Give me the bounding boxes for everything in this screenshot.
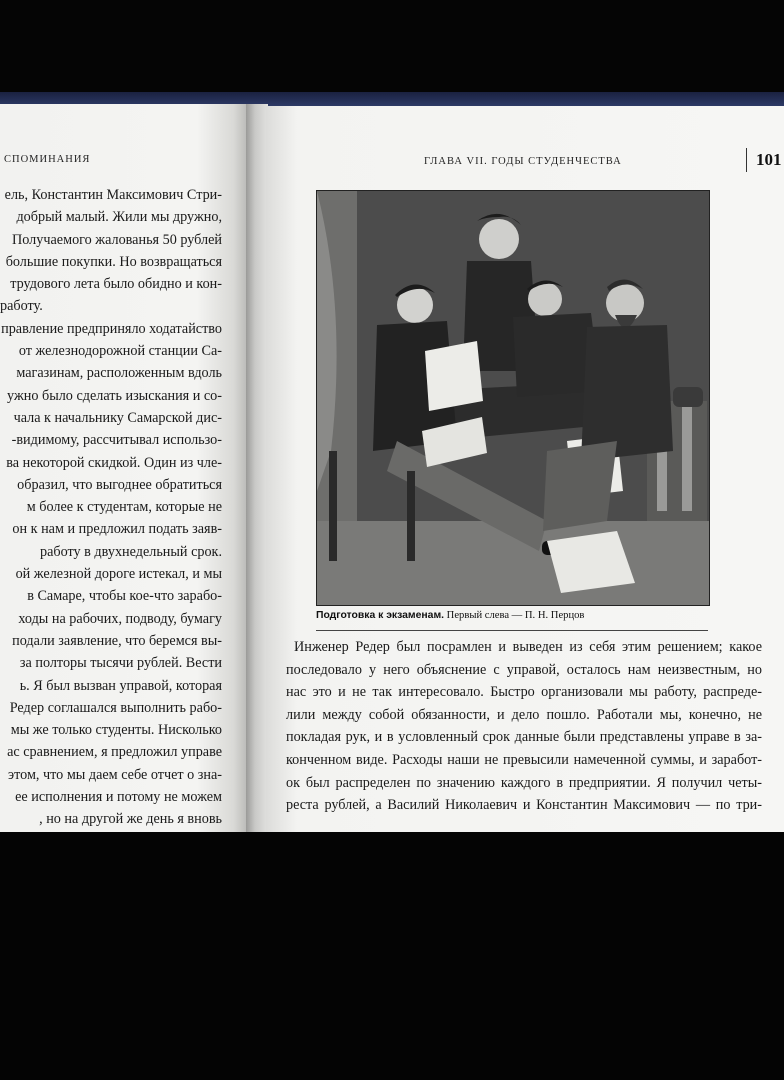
- page-number-divider: [746, 148, 747, 172]
- right-running-head: ГЛАВА VII. ГОДЫ СТУДЕНЧЕСТВА: [424, 156, 622, 167]
- left-text-line: ас сравнением, я предложил управе: [7, 744, 222, 761]
- left-text-line: большие покупки. Но возвращаться: [5, 253, 222, 270]
- left-text-line: добрый малый. Жили мы дружно,: [16, 209, 222, 226]
- left-text-line: ель, Константин Максимович Стри-: [4, 187, 222, 203]
- left-text-line: Получаемого жалованья 50 рублей: [12, 231, 222, 248]
- left-text-line: мы же только студенты. Нисколько: [10, 722, 222, 739]
- left-page-body: [0, 184, 222, 898]
- right-text-line: конченном виде. Расходы наши не превысили намеченной суммы, и заработ-: [286, 751, 762, 768]
- left-text-line: подали заявление, что беремся вы-: [12, 632, 222, 649]
- right-text-line: нас это и не так интересовало. Быстро организовали мы работу, распреде-: [286, 684, 762, 701]
- right-page-body: [286, 636, 762, 817]
- left-text-line: ой железной дороге истекал, и мы: [15, 566, 222, 583]
- left-text-line: он к нам и предложил подать заяв-: [12, 521, 222, 538]
- left-text-line: ва некоторой скидкой. Один из чле-: [6, 454, 222, 471]
- left-text-line: в Самаре, чтобы кое-что зарабо-: [27, 588, 222, 605]
- left-text-line: от железнодорожной станции Са-: [18, 343, 222, 360]
- right-text-line: покладая рук, и в условленный срок данные были представлены управе в за-: [286, 729, 762, 746]
- left-text-line: работу.: [0, 298, 43, 315]
- page-number: 101: [756, 150, 782, 169]
- left-text-line: правление предприняло ходатайство: [1, 320, 222, 337]
- right-text-line: последовало у него объяснение с управой, осталось нам неизвестным, но: [286, 661, 762, 678]
- left-text-line: трудового лета было обидно и кон-: [10, 276, 222, 293]
- historical-photograph: [316, 190, 710, 606]
- photo-caption: [316, 610, 708, 621]
- right-text-line: Инженер Редер был посрамлен и выведен из себя этим решением; какое: [294, 639, 762, 655]
- left-text-line: магазинам, расположенным вдоль: [16, 365, 222, 382]
- left-text-line: за полторы тысячи рублей. Вести: [19, 655, 222, 672]
- left-text-line: Редер соглашался выполнить рабо-: [9, 699, 222, 716]
- book-gutter: [246, 104, 268, 832]
- left-text-line: ходы на рабочих, подводу, бумагу: [18, 610, 222, 627]
- left-running-head: СПОМИНАНИЯ: [4, 154, 91, 165]
- right-text-line: реста рублей, а Василий Николаевич и Константин Максимович — по три-: [286, 797, 762, 814]
- left-text-line: , но на другой же день я вновь: [39, 811, 222, 828]
- left-text-line: ь. Я был вызван управой, которая: [19, 677, 222, 694]
- caption-title: Подготовка к экзаменам.: [316, 610, 445, 621]
- caption-text: Первый слева — П. Н. Перцов: [444, 610, 585, 621]
- dark-background: [0, 832, 784, 1080]
- caption-rule: [316, 630, 708, 631]
- left-text-line: м более к студентам, которые не: [26, 499, 222, 516]
- right-page: [266, 106, 784, 832]
- left-text-line: ее исполнения и потому не можем: [15, 789, 222, 806]
- left-page: [0, 104, 246, 832]
- right-text-line: лили между собой обязанности, и дело пошло. Работали мы, конечно, не: [286, 706, 762, 723]
- left-text-line: работу в двухнедельный срок.: [40, 543, 222, 560]
- left-text-line: чала к начальнику Самарской дис-: [13, 409, 222, 426]
- left-text-line: -видимому, рассчитывал использо-: [11, 432, 222, 449]
- right-text-line: ок был распределен по значению каждого в предприятии. Я получил четы-: [286, 774, 762, 791]
- left-text-line: образил, что выгоднее обратиться: [17, 476, 222, 493]
- photograph-illustration: [317, 191, 709, 605]
- left-text-line: этом, что мы даем себе отчет о зна-: [8, 766, 222, 783]
- left-text-line: ужно было сделать изыскания и со-: [7, 387, 222, 404]
